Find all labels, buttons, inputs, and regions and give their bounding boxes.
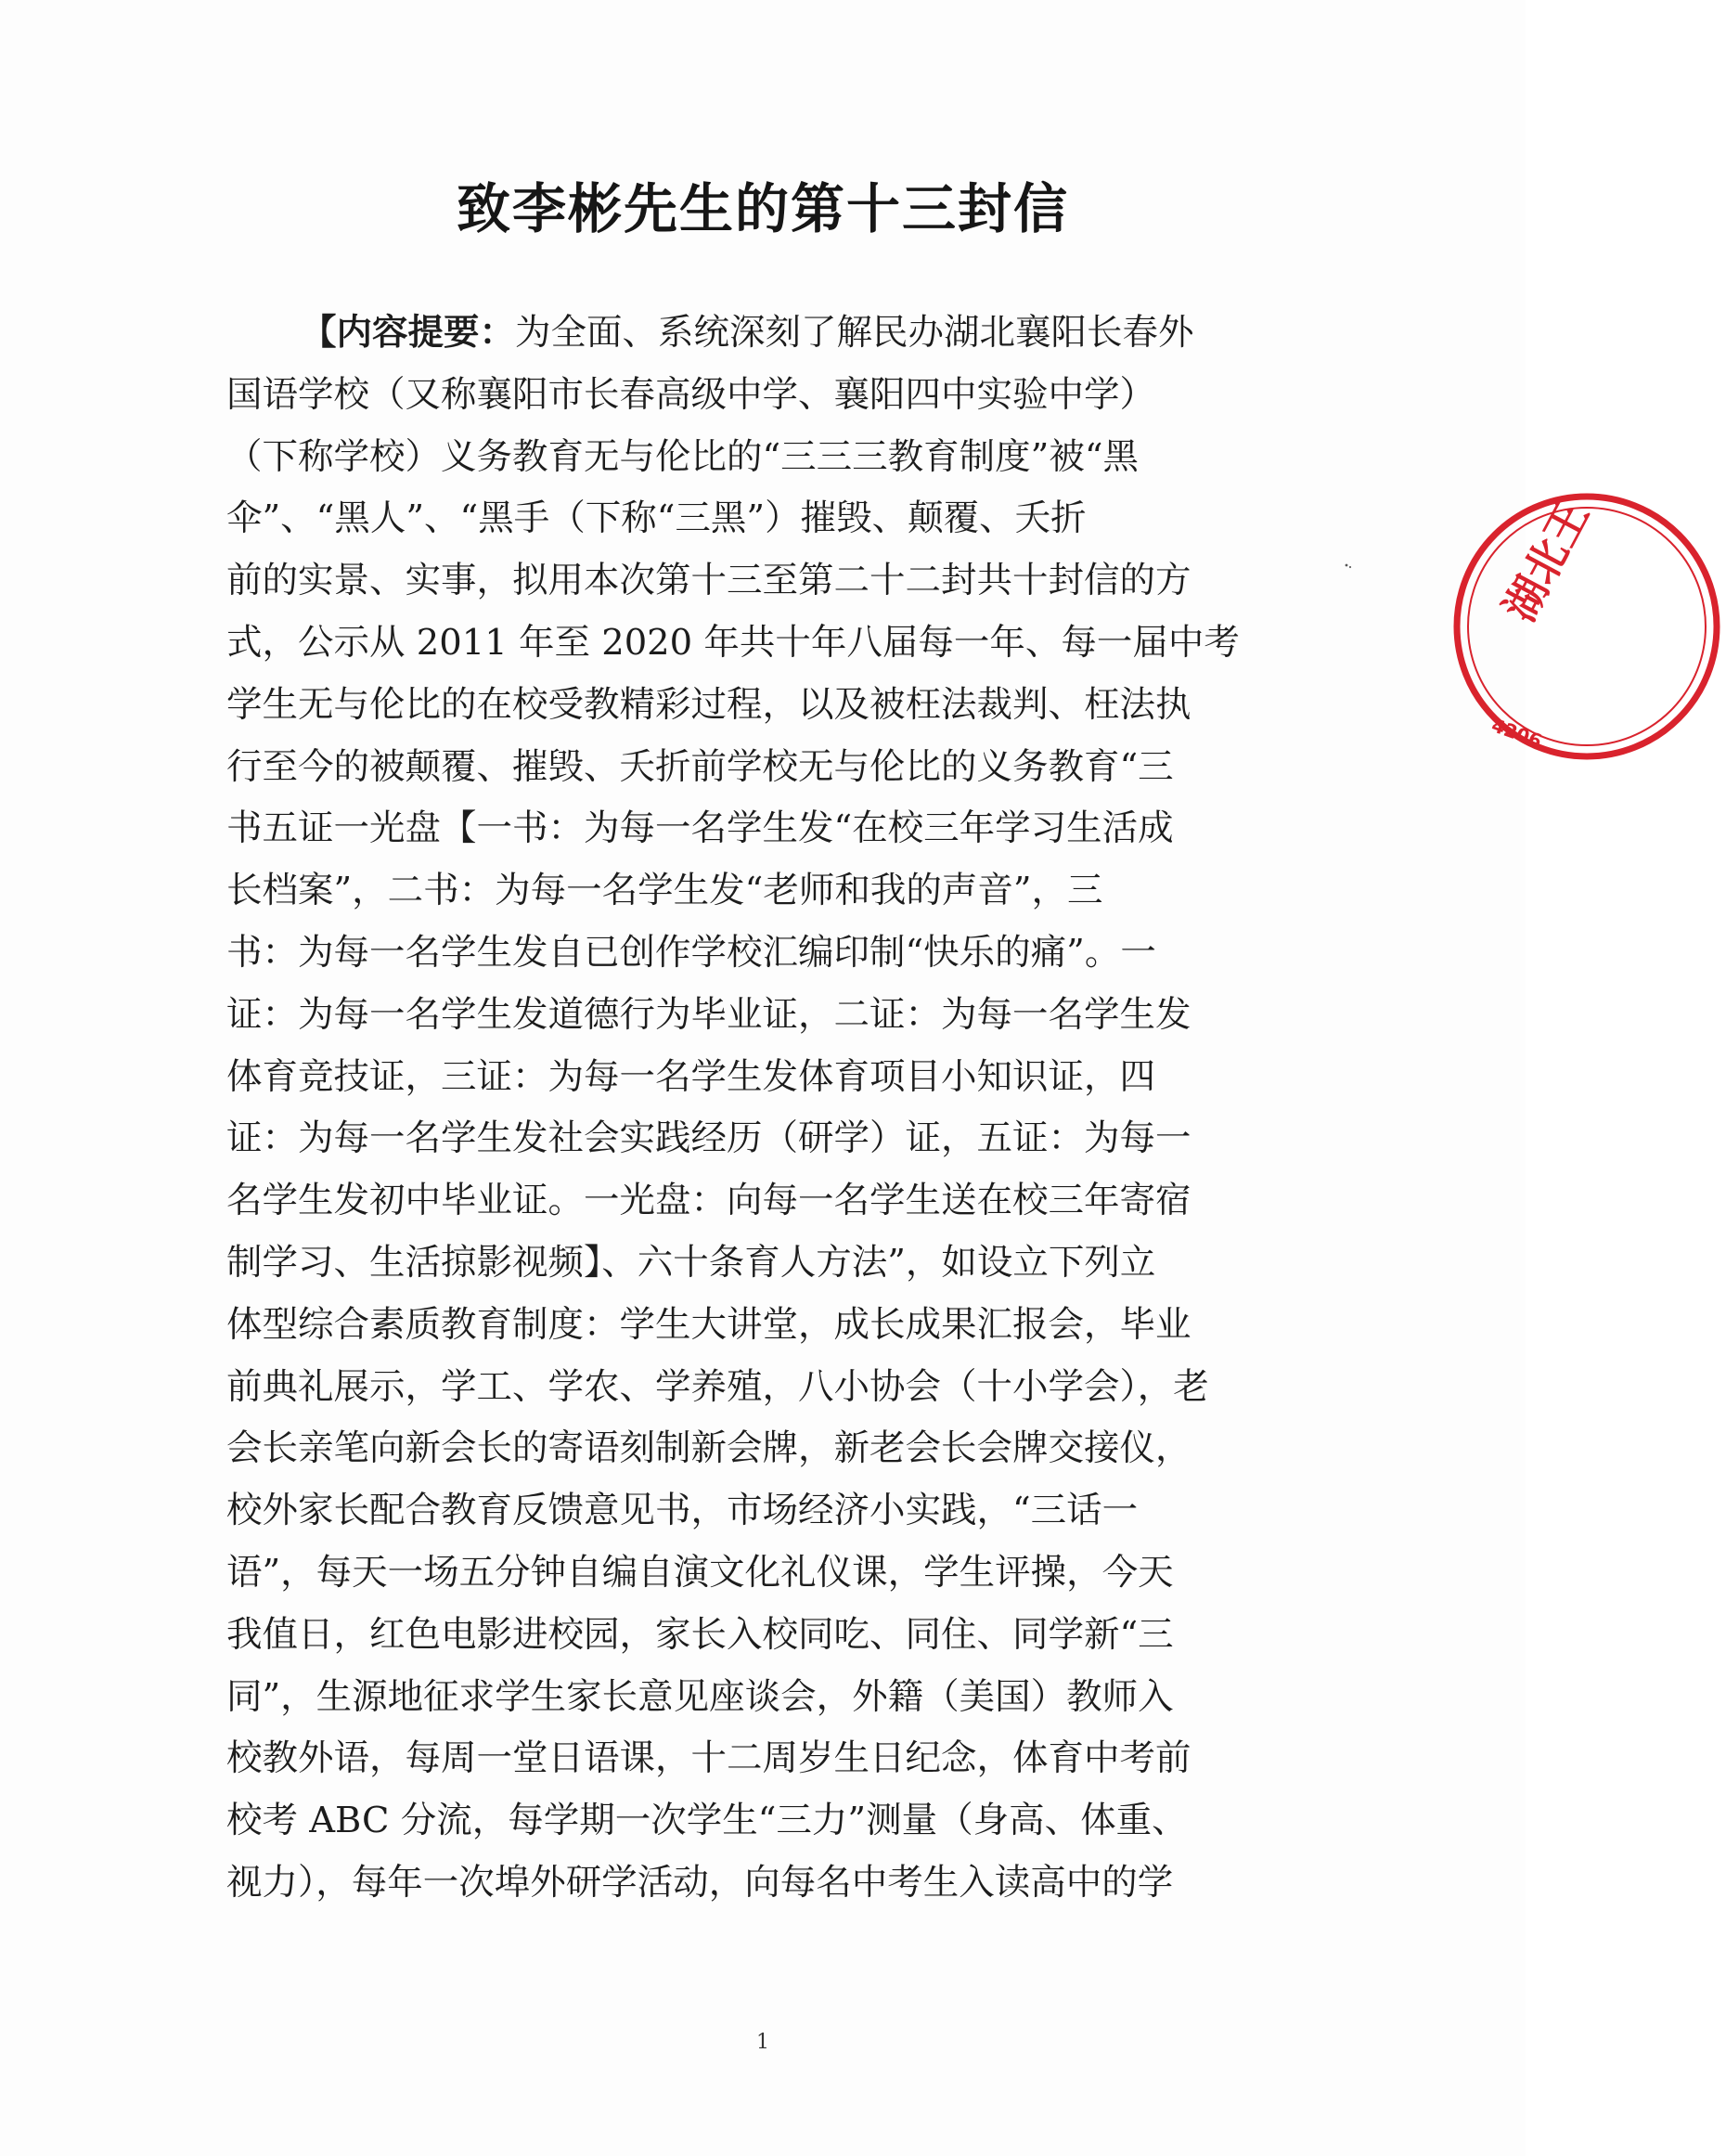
paragraph-line: 名学生发初中毕业证。一光盘：向每一名学生送在校三年寄宿: [226, 1180, 1191, 1222]
paragraph-line: 体育竞技证，三证：为每一名学生发体育项目小知识证，四: [226, 1055, 1156, 1098]
seal-text: 湖北王: [1494, 492, 1599, 630]
paragraph-line: 伞”、“黑人”、“黑手（下称“三黑”）摧毁、颠覆、夭折: [226, 497, 1087, 540]
scan-speck: [1344, 562, 1353, 570]
paragraph-line: 行至今的被颠覆、摧毁、夭折前学校无与伦比的义务教育“三: [226, 745, 1174, 788]
paragraph-line: 前的实景、实事，拟用本次第十三至第二十二封共十封信的方: [226, 560, 1191, 602]
paragraph-line: 证：为每一名学生发社会实践经历（研学）证，五证：为每一: [226, 1117, 1191, 1160]
line-text: 为全面、系统深刻了解民办湖北襄阳长春外: [515, 312, 1194, 354]
abstract-label: 【内容提要：: [301, 312, 516, 354]
paragraph-line: 校外家长配合教育反馈意见书，市场经济小实践，“三话一: [226, 1490, 1139, 1532]
paragraph-line: 会长亲笔向新会长的寄语刻制新会牌，新老会长会牌交接仪，: [226, 1427, 1191, 1470]
paragraph-line: 国语学校（又称襄阳市长春高级中学、襄阳四中实验中学）: [226, 373, 1156, 416]
page-number: 1: [756, 2031, 769, 2054]
paragraph-line: （下称学校）义务教育无与伦比的“三三三教育制度”被“黑: [226, 435, 1140, 478]
paragraph-line: 书五证一光盘【一书：为每一名学生发“在校三年学习生活成: [226, 807, 1174, 850]
paragraph-line: 体型综合素质教育制度：学生大讲堂，成长成果汇报会，毕业: [226, 1303, 1191, 1346]
document-title: 致李彬先生的第十三封信: [456, 177, 1069, 240]
abstract-paragraph: [226, 303, 1256, 1915]
paragraph-line: 证：为每一名学生发道德行为毕业证，二证：为每一名学生发: [226, 993, 1191, 1036]
paragraph-line: 同”，生源地征求学生家长意见座谈会，外籍（美国）教师入: [226, 1675, 1174, 1718]
paragraph-line: 语”，每天一场五分钟自编自演文化礼仪课，学生评操，今天: [226, 1551, 1174, 1594]
paragraph-line: 我值日，红色电影进校园，家长入校同吃、同住、同学新“三: [226, 1613, 1174, 1656]
paragraph-line: 学生无与伦比的在校受教精彩过程，以及被枉法裁判、枉法执: [226, 683, 1191, 726]
paragraph-line: 前典礼展示，学工、学农、学养殖，八小协会（十小学会），老: [226, 1365, 1209, 1408]
seal-stamp-icon: [1448, 487, 1726, 766]
paragraph-line: 制学习、生活掠影视频】、六十条育人方法”，如设立下列立: [226, 1241, 1156, 1284]
paragraph-line: 校考 ABC 分流，每学期一次学生“三力”测量（身高、体重、: [226, 1800, 1188, 1842]
paragraph-line: 校教外语，每周一堂日语课，十二周岁生日纪念，体育中考前: [226, 1737, 1191, 1780]
paragraph-line: 式，公示从 2011 年至 2020 年共十年八届每一年、每一届中考: [226, 621, 1240, 664]
seal-code: 4206: [1488, 714, 1545, 753]
paragraph-line: [226, 303, 1256, 365]
seal-inner-ring: [1468, 508, 1706, 745]
paragraph-line: 长档案”，二书：为每一名学生发“老师和我的声音”，三: [226, 870, 1103, 912]
paragraph-line: 书：为每一名学生发自已创作学校汇编印制“快乐的痛”。一: [226, 931, 1156, 974]
paragraph-line: 视力），每年一次埠外研学活动，向每名中考生入读高中的学: [226, 1861, 1174, 1904]
